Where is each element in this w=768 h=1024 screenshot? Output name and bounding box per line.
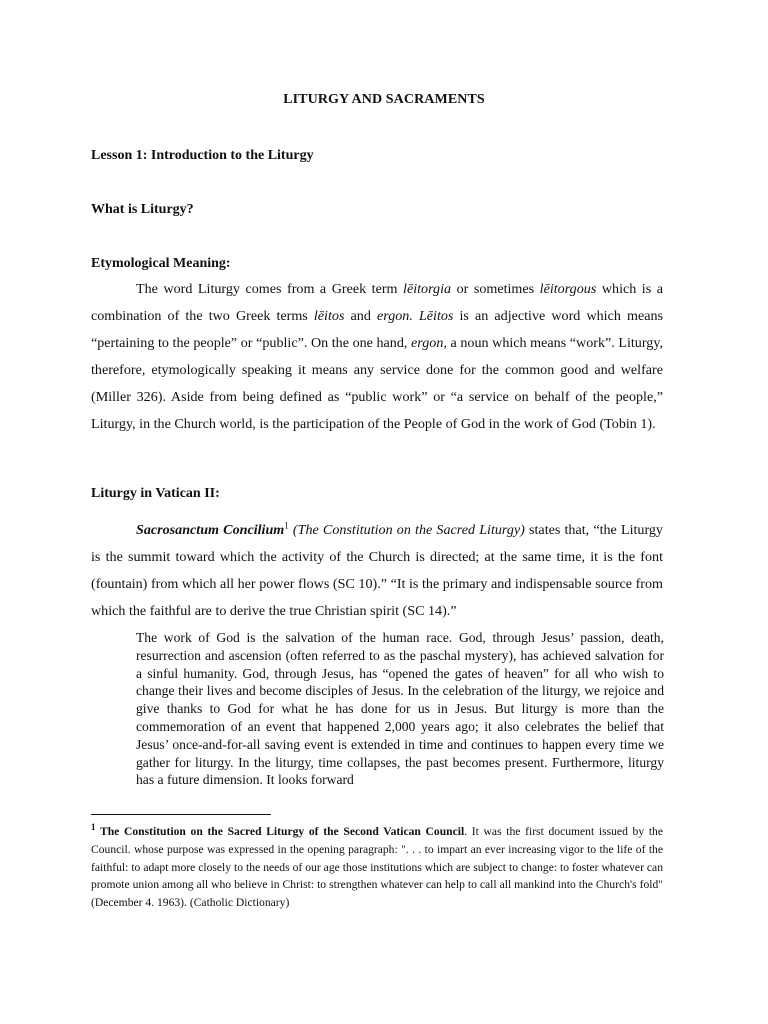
lesson-heading: Lesson 1: Introduction to the Liturgy: [91, 148, 314, 163]
footnote: $^1$ The Constitution on the Sacred Liturgy of the Second Vatican Council. It was the first document issued by the Council. whose purpose was expressed in the opening paragraph: ". . . to impart an ever increasing vigor to the life of the faithful: to adapt more closely to the needs of our age those institutions which are subject to change: to foster whatever can promote union among all who believe in Christ: to strengthen whatever can help to call all mankind into the Church's fold" (December 4. 1963). (Catholic Dictionary): [91, 822, 663, 910]
etymology-paragraph: The word Liturgy comes from a Greek term lēitorgia or sometimes lēitorgous which is a combination of the two Greek terms lēitos and ergon. Lēitos is an adjective word which means “pertaining to the people” or “public”. On the one hand, ergon, a noun which means “work”. Liturgy, therefore, etymologically speaking it means any service done for the common good and welfare (Miller 326). Aside from being defined as “public work” or “a service on behalf of the people,” Liturgy, in the Church world, is the participation of the People of God in the work of God (Tobin 1).: [91, 281, 663, 432]
block-quote: The work of God is the salvation of the human race. God, through Jesus’ passion, death, resurrection and ascension (often referred to as the paschal mystery), has achieved salvation for a sinful humanity. God, through Jesus, has “opened the gates of heaven” for all who wish to change their lives and become disciples of Jesus. In the celebration of the liturgy, we rejoice and give thanks to God for what he has done for us in Jesus. But liturgy is more than the commemoration of an event that happened 2,000 years ago; it also celebrates the belief that Jesus’ once-and-for-all saving event is extended in time and continues to happen every time we gather for liturgy. In the liturgy, time collapses, the past becomes present. Furthermore, liturgy has a future dimension. It looks forward: [136, 630, 664, 788]
document-title: LITURGY AND SACRAMENTS: [283, 92, 485, 107]
question-heading: What is Liturgy?: [91, 202, 194, 217]
footnote-reference[interactable]: 1: [284, 520, 289, 531]
etymology-heading: Etymological Meaning:: [91, 256, 231, 271]
vatican-paragraph: Sacrosanctum Concilium$^1$ (The Constitution on the Sacred Liturgy) states that, “the Liturgy is the summit toward which the activity of the Church is directed; at the same time, it is the font (fountain) from which all her power flows (SC 10).” “It is the primary and indispensable source from which the faithful are to derive the true Christian spirit (SC 14).”: [91, 520, 663, 619]
vatican-heading: Liturgy in Vatican II:: [91, 486, 220, 501]
footnote-divider: [91, 814, 271, 815]
